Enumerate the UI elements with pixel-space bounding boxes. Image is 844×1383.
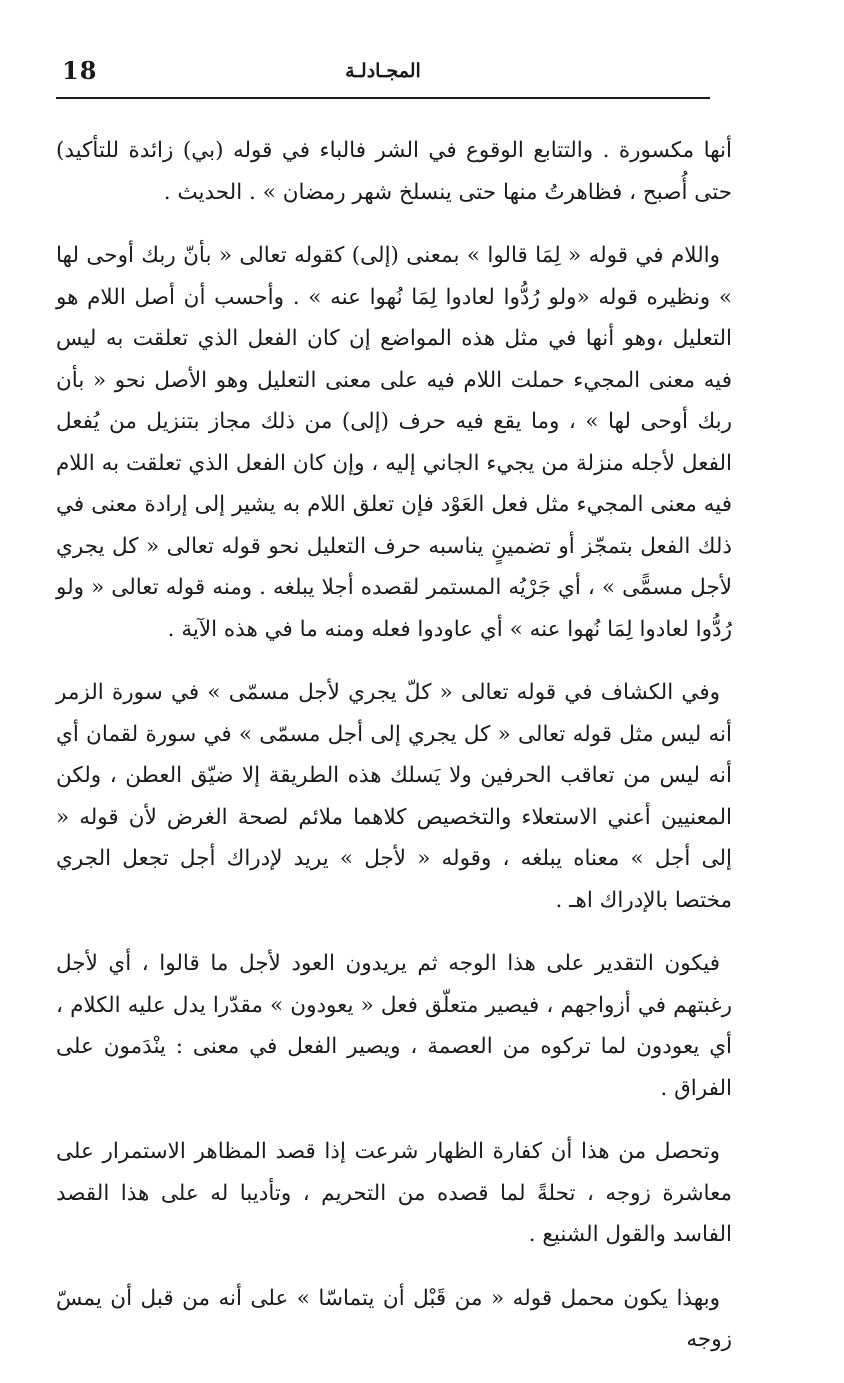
page-header xyxy=(56,52,710,92)
paragraph-3: وفي الكشاف في قوله تعالى « كلّ يجري لأجل مسمّى » في سورة الزمر أنه ليس مثل قوله تعالى « كل يجري إلى أجل مسمّى » في سورة لقمان أي أنه ليس من تعاقب الحرفين ولا يَسلك هذه الطريقة إلا ضيّق العطن ، ولكن المعنيين أعني الاستعلاء والتخصيص كلاهما ملائم لصحة الغرض لأن قوله « إلى أجل » معناه يبلغه ، وقوله « لأجل » يريد لإدراك أجل تجعل الجري مختصا بالإدراك اهـ . xyxy=(56,680,732,913)
paragraph-6: وبهذا يكون محمل قوله « من قَبْل أن يتماسّا » على أنه من قبل أن يمسّ زوجه xyxy=(56,1285,732,1352)
paragraph-1: أنها مكسورة . والتتابع الوقوع في الشر فالباء في قوله (بي) زائدة للتأكيد) حتى أُصبح ، فظاهرتُ منها حتى ينسلخ شهر رمضان » . الحديث . xyxy=(56,138,732,205)
paragraph-2: واللام في قوله « لِمَا قالوا » بمعنى (إلى) كقوله تعالى « بأنّ ربك أوحى لها » ونظيره قوله «ولو رُدُّوا لعادوا لِمَا نُهوا عنه » . وأحسب أن أصل اللام هو التعليل ،وهو أنها في مثل هذه المواضع إن كان الفعل الذي تعلقت به ليس فيه معنى المجيء حملت اللام فيه على معنى التعليل وهو الأصل نحو « بأن ربك أوحى لها » ، وما يقع فيه حرف (إلى) من ذلك مجاز بتنزيل من يُفعل الفعل لأجله منزلة من يجيء الجاني إليه ، وإن كان الفعل الذي تعلقت به اللام فيه معنى المجيء مثل فعل العَوْد فإن تعلق اللام به يشير إلى إرادة معنى في ذلك الفعل بتمجّز أو تضمينٍ يناسبه حرف التعليل نحو قوله تعالى « كل يجري لأجل مسمًّى » ، أي جَرْيُه المستمر لقصده أجلا يبلغه . ومنه قوله تعالى « ولو رُدُّوا لعادوا لِمَا نُهوا عنه » أي عاودوا فعله ومنه ما في هذه الآية . xyxy=(56,243,732,642)
page-body xyxy=(56,130,732,1383)
running-title: المجـادلـة xyxy=(345,60,421,82)
page-number: 18 xyxy=(62,56,98,85)
paragraph-5: وتحصل من هذا أن كفارة الظهار شرعت إذا قصد المظاهر الاستمرار على معاشرة زوجه ، تحلةً لما قصده من التحريم ، وتأديبا له على هذا القصد الفاسد والقول الشنيع . xyxy=(56,1139,732,1247)
header-rule xyxy=(56,97,710,99)
paragraph-4: فيكون التقدير على هذا الوجه ثم يريدون العود لأجل ما قالوا ، أي لأجل رغبتهم في أزواجهم ، فيصير متعلّق فعل « يعودون » مقدّرا يدل عليه الكلام ، أي يعودون لما تركوه من العصمة ، ويصير الفعل في معنى : ينْدَمون على الفراق . xyxy=(56,951,732,1101)
